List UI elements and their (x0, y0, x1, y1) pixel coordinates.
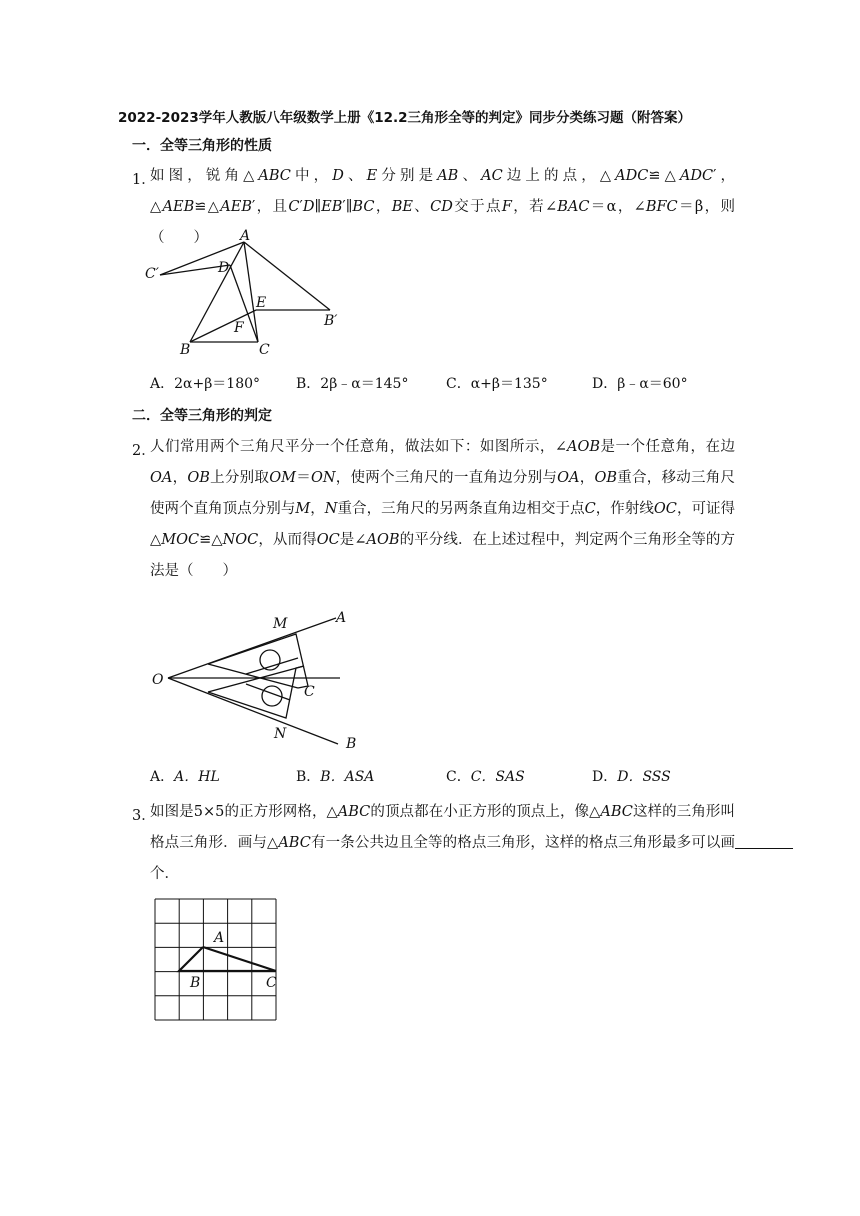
label-e: E (256, 295, 267, 311)
label-n: N (274, 726, 287, 742)
question-2-figure (148, 608, 368, 753)
label-o: O (152, 672, 164, 688)
question-2-option-c: C．C．SAS (446, 769, 525, 785)
label-b: B (346, 736, 357, 752)
label-f: F (234, 320, 244, 336)
question-1-option-a: A．2α+β＝180° (150, 376, 261, 392)
segment-ac (244, 242, 258, 342)
ray-oa (168, 618, 336, 678)
question-1-stem: 如图，锐角△ABC中，D、E分别是AB、AC边上的点，△ADC≌△ADC′，△AEB≌△AEB′，且C′D∥EB′∥BC，BE、CD交于点F，若∠BAC＝α，∠BFC＝β，则（ ） (150, 168, 736, 246)
label-b-prime: B′ (324, 313, 338, 329)
label-c: C (266, 975, 277, 991)
question-2-option-d: D．D．SSS (592, 769, 671, 785)
label-a: A (336, 610, 347, 626)
question-1-option-d: D．β﹣α＝60° (592, 376, 688, 392)
option-c-text: C．SAS (470, 769, 525, 785)
section-heading-1: 一．全等三角形的性质 (132, 138, 272, 154)
document-title: 2022-2023学年人教版八年级数学上册《12.2三角形全等的判定》同步分类练习题（附答案） (118, 110, 692, 126)
option-a-text: A．HL (174, 769, 220, 785)
question-2-option-b: B．B．ASA (296, 769, 375, 785)
label-c-prime: C′ (145, 266, 159, 282)
label-d: D (218, 260, 230, 276)
question-1-option-c: C．α+β＝135° (446, 376, 548, 392)
question-2-stem: 人们常用两个三角尺平分一个任意角，做法如下：如图所示，∠AOB是一个任意角，在边OA，OB上分别取OM＝ON，使两个三角尺的一直角边分别与OA，OB重合，移动三角尺使两个直角顶点分别与M，N重合，三角尺的另两条直角边相交于点C，作射线OC，可证得△MOC≌△NOC，从而得OC是∠AOB的平分线．在上述过程中，判定两个三角形全等的方法是（ ） (150, 439, 736, 579)
set-square-lower (208, 666, 304, 718)
question-3-stem: 如图是5×5的正方形网格，△ABC的顶点都在小正方形的顶点上，像△ABC这样的三角形叫格点三角形．画与△ABC有一条公共边且全等的格点三角形，这样的格点三角形最多可以画 个． (150, 804, 736, 882)
label-b: B (190, 975, 201, 991)
label-c: C (304, 684, 315, 700)
question-1-option-b: B．2β﹣α＝145° (296, 376, 409, 392)
question-1-figure (140, 230, 360, 360)
label-m: M (273, 616, 288, 632)
set-square-upper-inner (246, 658, 298, 674)
question-3-grid-figure (154, 898, 280, 1026)
section-heading-2: 二．全等三角形的判定 (132, 408, 272, 424)
question-1-number: 1． (132, 172, 156, 188)
square-grid (155, 899, 276, 1020)
option-b-text: B．ASA (320, 769, 375, 785)
label-a: A (214, 930, 225, 946)
question-2-number: 2． (132, 443, 156, 459)
label-c: C (259, 342, 270, 358)
option-d-text: D．SSS (617, 769, 671, 785)
label-a: A (240, 228, 251, 244)
label-b: B (180, 342, 191, 358)
question-2-option-a: A．A．HL (150, 769, 220, 785)
question-3-number: 3． (132, 808, 156, 824)
segment-be (190, 310, 256, 342)
set-square-upper-edge (208, 664, 298, 688)
